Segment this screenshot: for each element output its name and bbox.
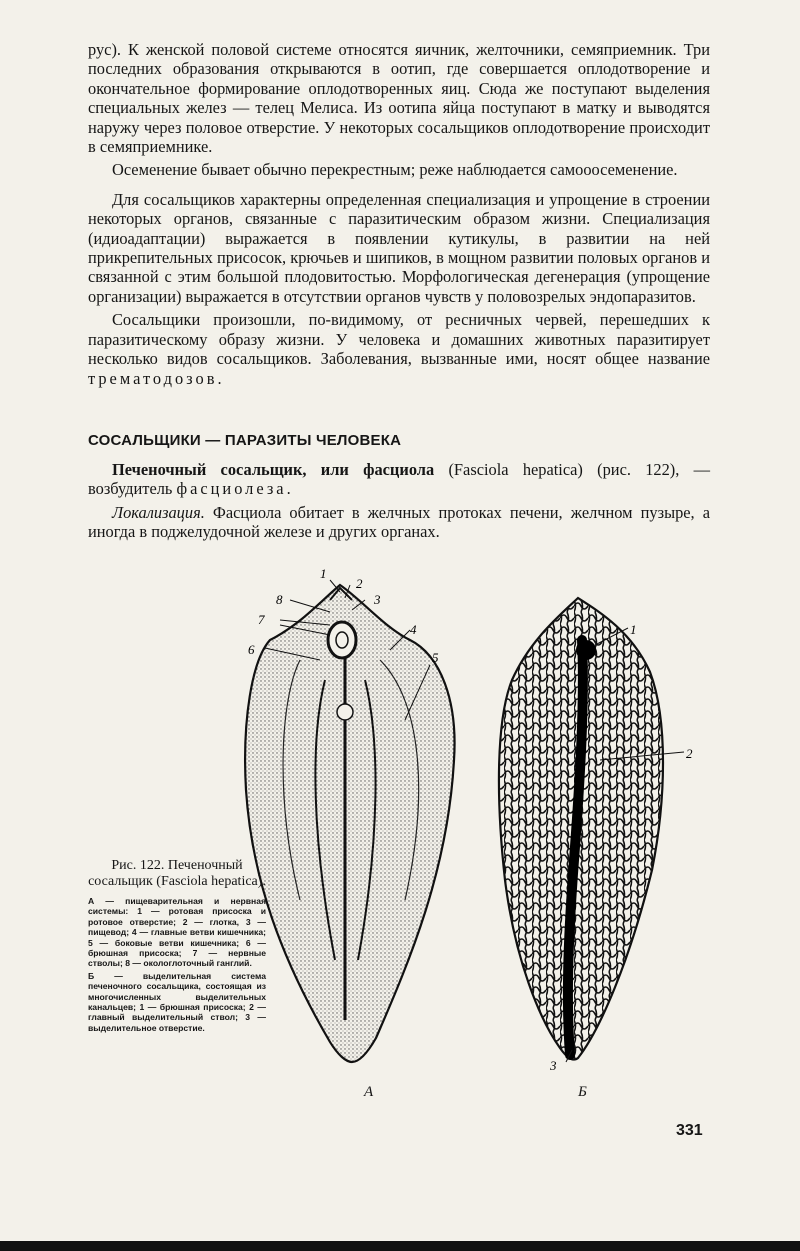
label-a-2: 2 [356,576,363,591]
species-ref: (рис. 122), — возбудитель [88,460,710,499]
paragraph-specialization: Для сосальщиков характерны определенная специализация и упрощение в строении некоторых органов, связанные с паразитическим образом жизни. Специализация (идиоадаптации) выражается в появлении кутикулы, в развитии на ней прикрепительных присосок, крючьев и шипиков, в мощном развитии половых органов и связанной с этим большой плодовитостью. Морфологическая дегенерация (упрощение организации) выражается в отсутствии органов чувств у половозрелых эндопаразитов. [88,189,710,306]
label-a-4: 4 [410,622,417,637]
figure-label-a: А [364,1084,374,1100]
label-a-1: 1 [320,566,327,581]
species-latin: (Fasciola hepatica) [448,460,583,479]
caption-title: Рис. 122. Печеночный сосальщик (Fasciola hepatica). [88,858,266,889]
disease-name: фасциолеза [176,479,287,499]
term-trematodoses: трематодозов [88,368,218,388]
label-a-7: 7 [258,612,265,627]
species-name: Печеночный сосальщик, или фасциола [112,460,435,479]
localization-text: Фасциола обитает в желчных протоках печени, желчном пузыре, а иногда в поджелудочной железе и других органах. [88,502,710,542]
paragraph-insemination: Осеменение бывает обычно перекрестным; реже наблюдается самооосеменение. [112,160,678,180]
figure-caption [88,858,266,1033]
figure-label-b: Б [578,1084,587,1100]
label-a-6: 6 [248,642,255,657]
caption-legend-b: Б — выделительная система печеночного сосальщика, состоящая из многочисленных выделительных канальцев; 1 — брюшная присоска; 2 — главный выделительный ствол; 3 — выделительное отверстие. [88,970,266,1033]
page-number: 331 [676,1122,703,1139]
label-a-8: 8 [276,592,283,607]
paragraph-species: Печеночный сосальщик, или фасциола (Fasciola hepatica) (рис. 122), — возбудитель фасциолеза. [88,460,710,499]
scan-edge [0,1241,800,1251]
label-b-1: 1 [630,622,637,637]
fluke-b-excretory [499,598,663,1060]
caption-legend-a: А — пищеварительная и нервная системы: 1 — ротовая присоска и ротовое отверстие; 2 — глотка, 3 — пищевод; 4 — главные ветви кишечника; 5 — боковые ветви кишечника; 6 — брюшная присоска; 7 — нервные стволы; 8 — окологлоточный ганглий. [88,896,266,969]
origin-end: . [217,368,222,388]
fluke-a-digestive [245,585,454,1062]
paragraph-female-system: рус). К женской половой системе относятся яичник, желточники, семяприемник. Три последних образования открываются в оотип, где совершается оплодотворение и окончательное формирование оплодотворенных яиц. Сюда же поступают выделения специальных желез — телец Мелиса. Из оотипа яйца поступают в матку и выводятся наружу через половое отверстие. У некоторых сосальщиков оплодотворение происходит в семяприемнике. [88,40,710,157]
label-b-3: 3 [550,1058,557,1073]
label-a-5: 5 [432,650,439,665]
section-heading: СОСАЛЬЩИКИ — ПАРАЗИТЫ ЧЕЛОВЕКА [88,432,402,449]
origin-text: Сосальщики произошли, по-видимому, от ресничных червей, перешедших к паразитическому образу жизни. У человека и домашних животных паразитирует несколько видов сосальщиков. Заболевания, вызванные ими, носят общее название [88,310,710,369]
label-a-3: 3 [374,592,381,607]
label-b-2: 2 [686,746,693,761]
localization-label: Локализация. [112,502,205,522]
